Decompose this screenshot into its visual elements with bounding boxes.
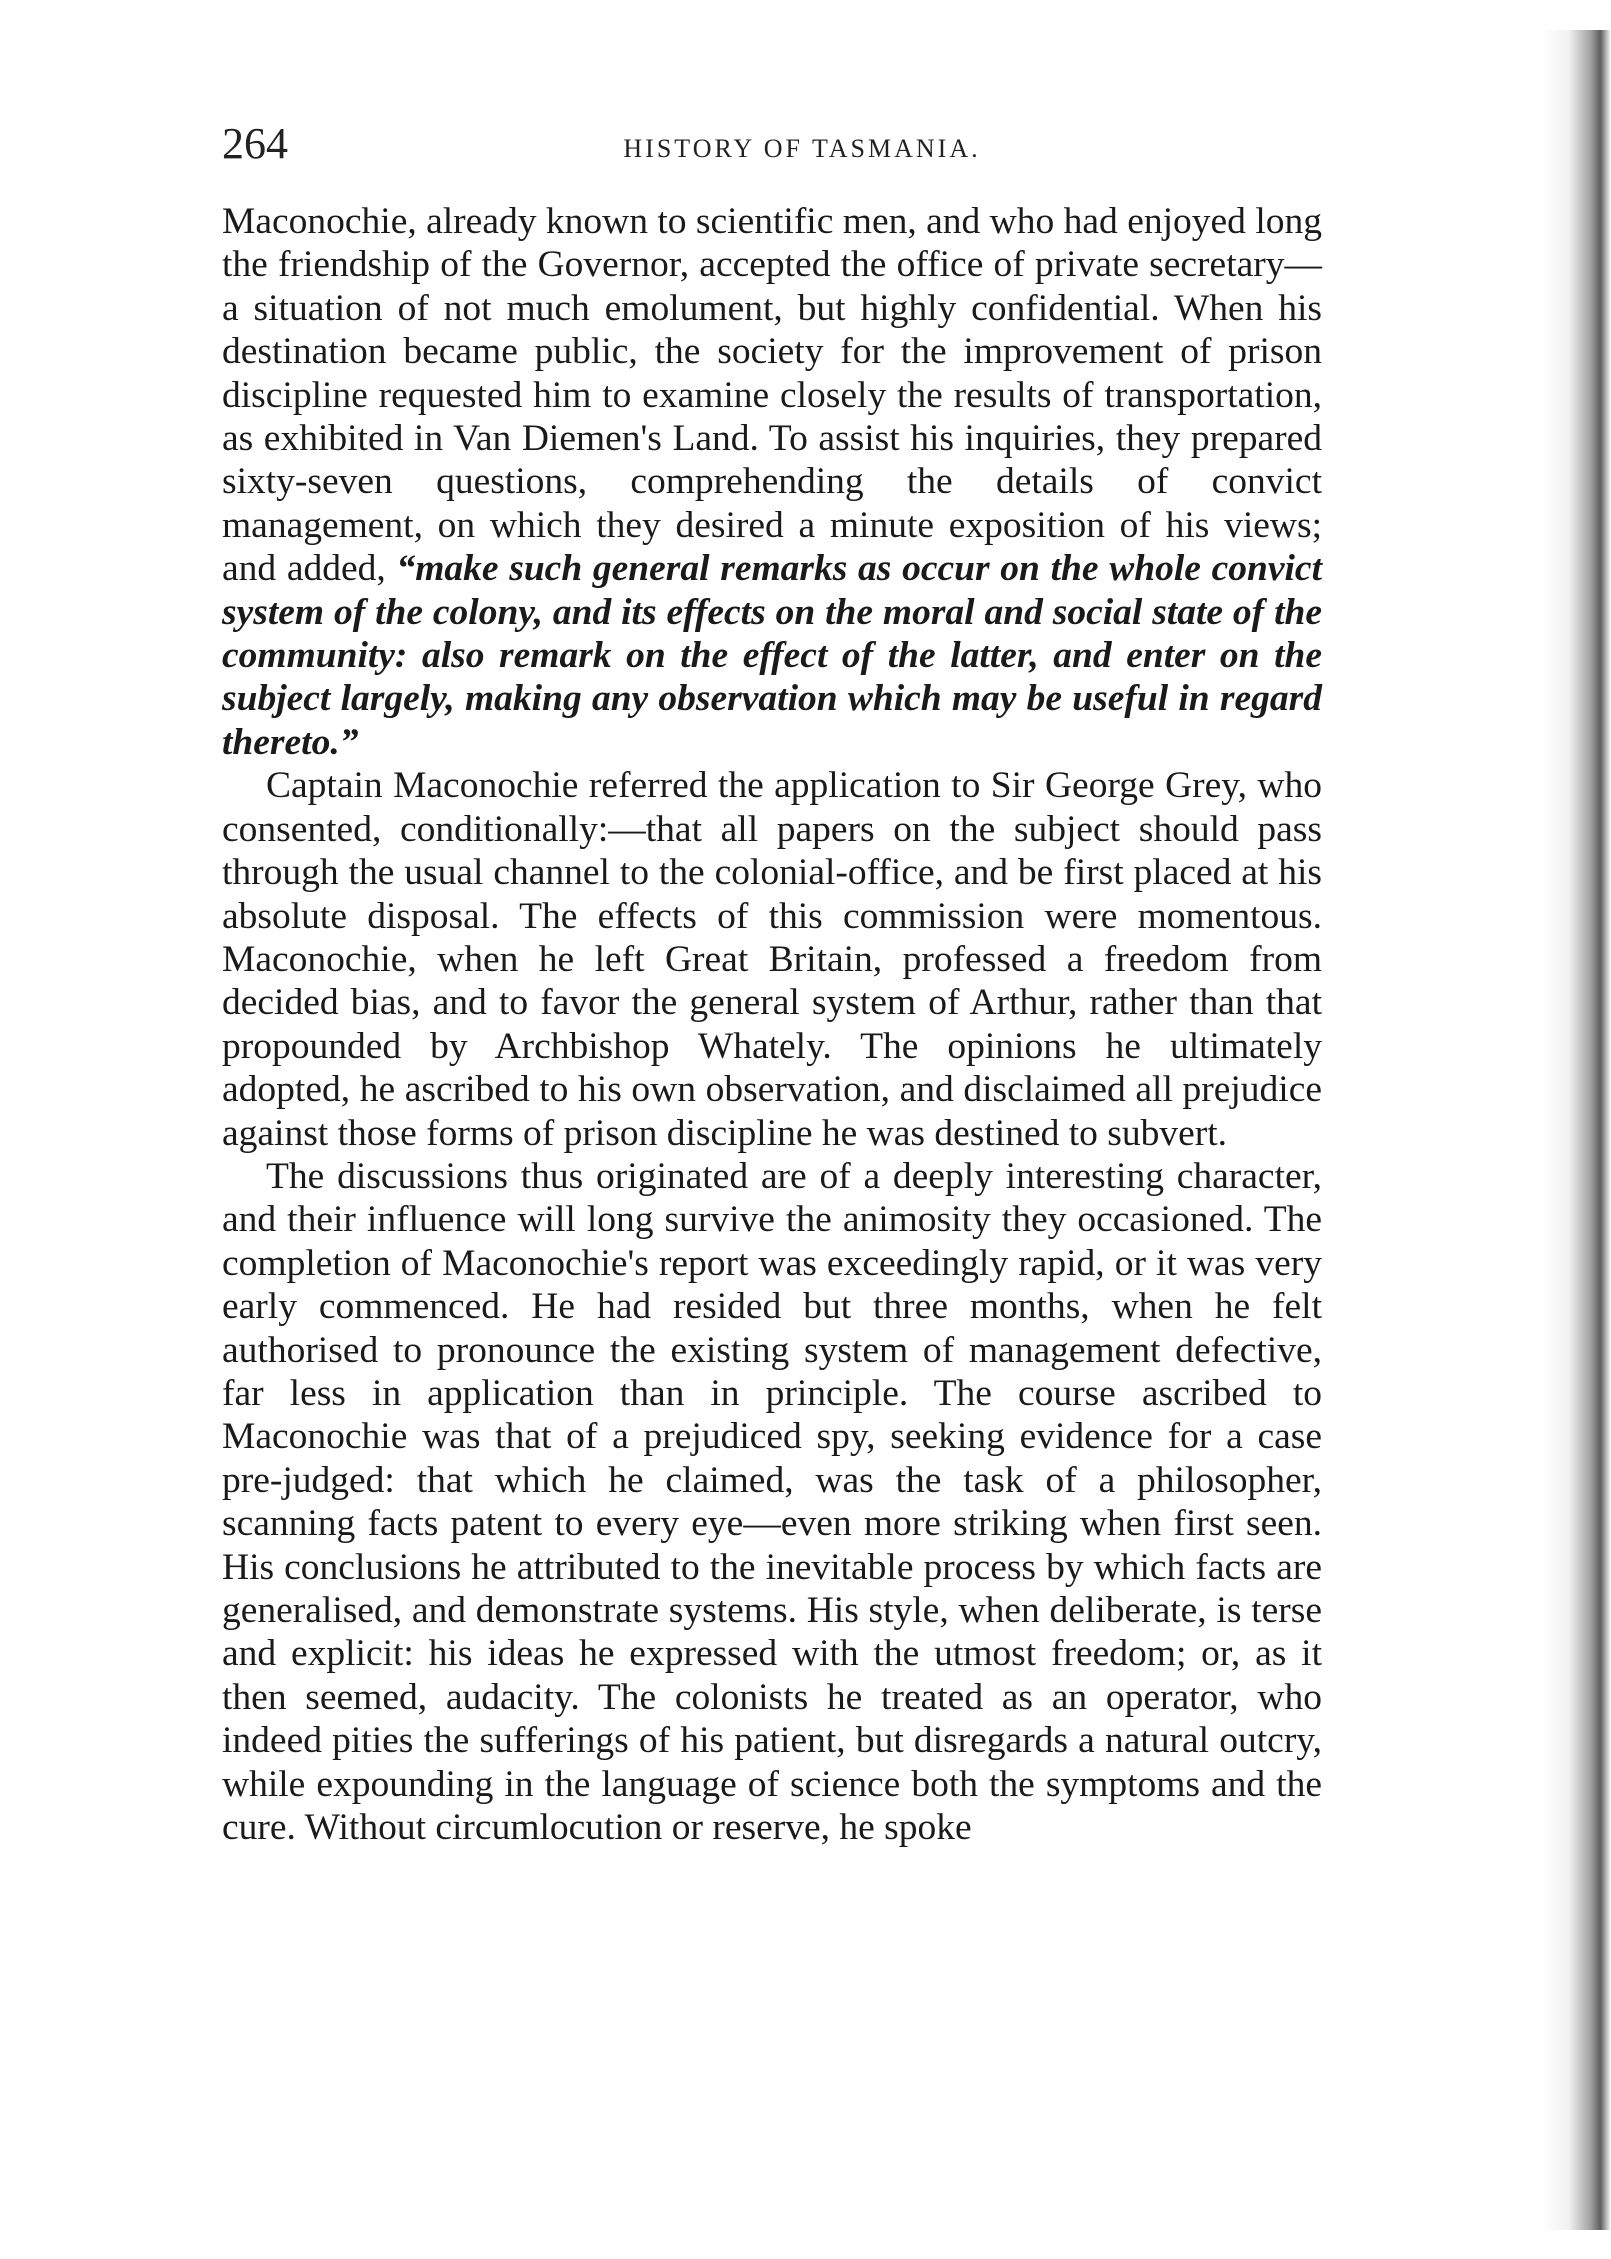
paragraph-1 (222, 200, 1322, 764)
running-title: HISTORY OF TASMANIA. (623, 134, 981, 163)
paragraph-1-text: Maconochie, already known to scientific men, and who had enjoyed long the friendship of the Governor, accepted the office of private secretary—a situation of not much emolument, but highly confidential. When his destination became public, the society for the improvement of prison discipline requested him to examine closely the results of transportation, as exhibited in Van Diemen's Land. To assist his inquiries, they prepared sixty-seven questions, comprehending the details of convict management, on which they desired a minute exposition of his views; and added, (222, 201, 1322, 590)
body-text (222, 200, 1322, 1849)
paragraph-1-quote: “make such general remarks as occur on the whole convict system of the colony, and its effects on the moral and social state of the community: also remark on the effect of the latter, and enter on the subject largely, making any observation which may be useful in regard thereto.” (222, 548, 1322, 763)
paragraph-2: Captain Maconochie referred the application to Sir George Grey, who consented, conditionally:—that all papers on the subject should pass through the usual channel to the colonial-office, and be first placed at his absolute disposal. The effects of this commission were momentous. Maconochie, when he left Great Britain, professed a freedom from decided bias, and to favor the general system of Arthur, rather than that propounded by Archbishop Whately. The opinions he ultimately adopted, he ascribed to his own observation, and disclaimed all prejudice against those forms of prison discipline he was destined to subvert. (222, 765, 1322, 1154)
paragraph-3: The discussions thus originated are of a deeply interesting character, and their influence will long survive the animosity they occasioned. The completion of Maconochie's report was exceedingly rapid, or it was very early commenced. He had resided but three months, when he felt authorised to pronounce the existing system of management defective, far less in application than in principle. The course ascribed to Maconochie was that of a prejudiced spy, seeking evidence for a case pre-judged: that which he claimed, was the task of a philosopher, scanning facts patent to every eye—even more striking when first seen. His conclusions he attributed to the inevitable process by which facts are generalised, and demonstrate systems. His style, when deliberate, is terse and explicit: his ideas he expressed with the utmost freedom; or, as it then seemed, audacity. The colonists he treated as an operator, who indeed pities the sufferings of his patient, but disregards a natural outcry, while expounding in the language of science both the symptoms and the cure. Without circumlocution or reserve, he spoke (222, 1155, 1322, 1849)
binding-edge-shadow (1541, 30, 1611, 2230)
page-header (222, 118, 1322, 178)
page-number: 264 (222, 119, 288, 168)
